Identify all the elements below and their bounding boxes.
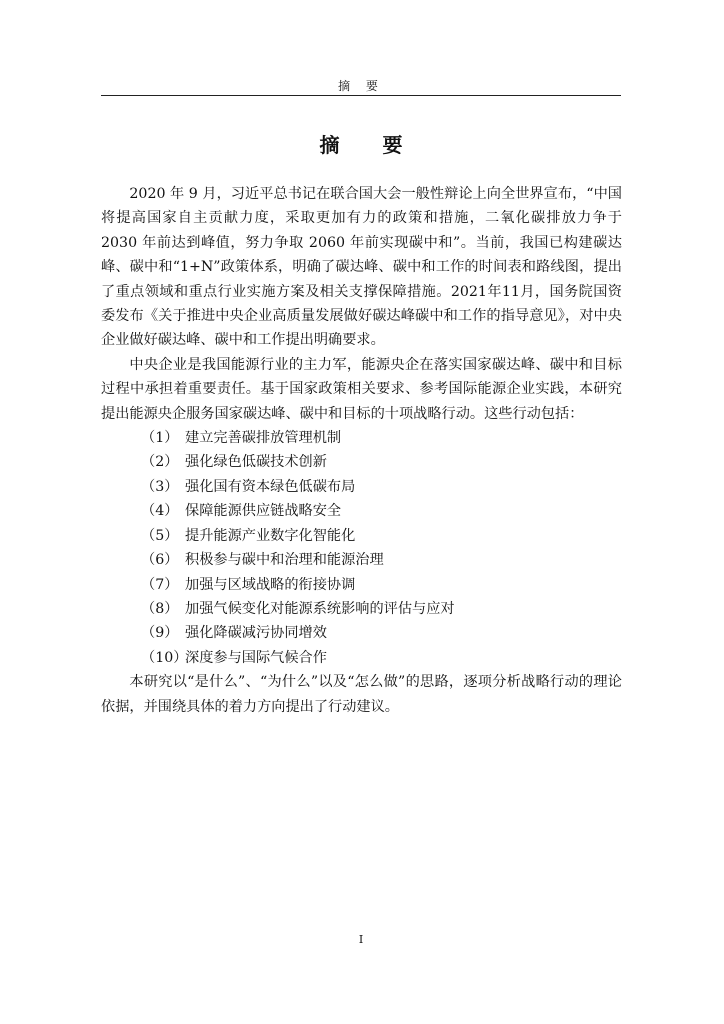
list-item-text: 强化绿色低碳技术创新 xyxy=(185,454,327,471)
abstract-body xyxy=(101,182,622,719)
list-item xyxy=(101,573,622,597)
list-item-text: 深度参与国际气候合作 xyxy=(185,649,327,666)
list-item xyxy=(101,621,622,645)
header-rule xyxy=(101,95,621,96)
list-item xyxy=(101,548,622,572)
list-item xyxy=(101,426,622,450)
list-item-number: （9） xyxy=(141,625,179,642)
list-item-number: （8） xyxy=(141,600,179,617)
list-item xyxy=(101,597,622,621)
list-item-text: 加强气候变化对能源系统影响的评估与应对 xyxy=(185,600,455,617)
list-item xyxy=(101,475,622,499)
list-item-text: 加强与区域战略的衔接协调 xyxy=(185,576,356,593)
list-item-text: 保障能源供应链战略安全 xyxy=(185,503,342,520)
list-item xyxy=(101,450,622,474)
list-item-number: （7） xyxy=(141,576,179,593)
list-item xyxy=(101,524,622,548)
list-item-number: （1） xyxy=(141,430,179,447)
list-item-text: 积极参与碳中和治理和能源治理 xyxy=(185,552,384,569)
paragraph-closing: 本研究以“是什么”、“为什么”以及“怎么做”的思路，逐项分析战略行动的理论依据，并围绕具体的着力方向提出了行动建议。 xyxy=(101,674,622,715)
paragraph-intro: 2020 年 9 月，习近平总书记在联合国大会一般性辩论上向全世界宣布，“中国将提高国家自主贡献力度，采取更加有力的政策和措施，二氧化碳排放力争于 2030 年前达到峰值，努力争取 2060 年前实现碳中和”。当前，我国已构建碳达峰、碳中和“1+N”政策体系，明确了碳达峰、碳中和工作的时间表和路线图，提出了重点领域和重点行业实施方案及相关支撑保障措施。2021年11月，国务院国资委发布《关于推进中央企业高质量发展做好碳达峰碳中和工作的指导意见》，对中央企业做好碳达峰、碳中和工作提出明确要求。 xyxy=(101,186,622,349)
list-item-text: 建立完善碳排放管理机制 xyxy=(185,430,342,447)
list-item-text: 强化国有资本绿色低碳布局 xyxy=(185,478,356,495)
list-item-number: （3） xyxy=(141,478,179,495)
page-title: 摘 要 xyxy=(319,133,421,157)
running-header: 摘 要 xyxy=(338,79,384,93)
list-item-text: 提升能源产业数字化智能化 xyxy=(185,527,356,544)
list-item xyxy=(101,646,622,670)
paragraph-central-enterprises: 中央企业是我国能源行业的主力军，能源央企在落实国家碳达峰、碳中和目标过程中承担着重要责任。基于国家政策相关要求、参考国际能源企业实践，本研究提出能源央企服务国家碳达峰、碳中和目标的十项战略行动。这些行动包括： xyxy=(101,356,622,422)
list-item-number: （10） xyxy=(141,649,188,666)
list-item-number: （6） xyxy=(141,552,179,569)
page-number: I xyxy=(358,933,364,946)
list-item-text: 强化降碳减污协同增效 xyxy=(185,625,327,642)
strategic-actions-list xyxy=(101,426,622,670)
list-item xyxy=(101,499,622,523)
list-item-number: （2） xyxy=(141,454,179,471)
list-item-number: （4） xyxy=(141,503,179,520)
list-item-number: （5） xyxy=(141,527,179,544)
